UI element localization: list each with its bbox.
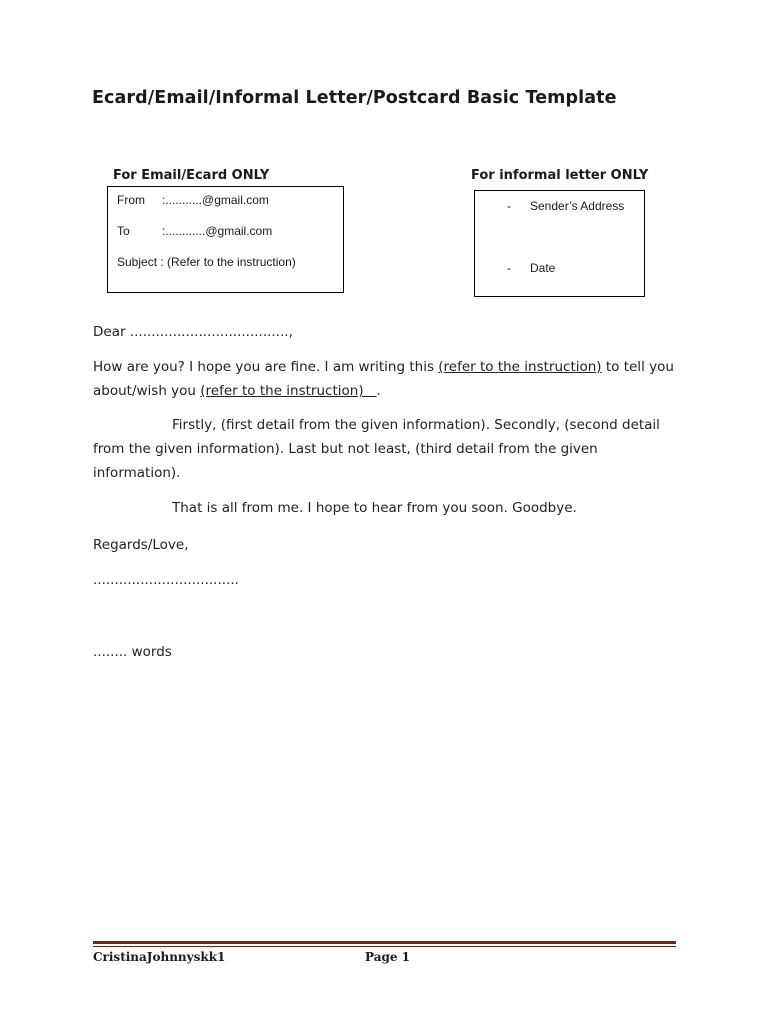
instruction-placeholder: (refer to the instruction) xyxy=(438,359,602,375)
subject-line: Subject : (Refer to the instruction) xyxy=(117,255,296,269)
bullet-dash: - xyxy=(507,261,511,275)
closing-paragraph: That is all from me. I hope to hear from you soon. Goodbye. xyxy=(172,500,577,516)
document-title: Ecard/Email/Informal Letter/Postcard Basic Template xyxy=(92,88,617,108)
from-label: From xyxy=(117,193,145,207)
footer-rule xyxy=(93,941,676,944)
letter-section-label: For informal letter ONLY xyxy=(471,168,649,183)
footer-author: CristinaJohnnyskk1 xyxy=(93,950,226,964)
email-header-box xyxy=(107,186,344,293)
footer-rule-thin xyxy=(93,946,676,947)
opening-paragraph xyxy=(93,355,683,403)
word-count: ........ words xyxy=(93,644,172,660)
date-label: Date xyxy=(530,261,556,275)
page-number: Page 1 xyxy=(365,950,411,964)
opening-text: How are you? I hope you are fine. I am writing this xyxy=(93,359,439,375)
instruction-placeholder: (refer to the instruction) xyxy=(200,383,377,399)
bullet-dash: - xyxy=(507,199,511,213)
opening-end: . xyxy=(376,383,381,399)
details-paragraph: Firstly, (first detail from the given information). Secondly, (second detail from the given information). Last but not least, (third detail from the given information). xyxy=(93,417,660,481)
signature-line: .................................. xyxy=(93,572,239,588)
opening-text: to tell you about/wish you xyxy=(93,359,674,399)
letter-header-box xyxy=(474,190,645,297)
email-section-label: For Email/Ecard ONLY xyxy=(113,168,270,183)
sender-address-label: Sender’s Address xyxy=(530,199,625,213)
sign-off: Regards/Love, xyxy=(93,537,189,553)
from-value: :...........@gmail.com xyxy=(162,193,269,207)
to-label: To xyxy=(117,224,130,238)
salutation: Dear ....................................., xyxy=(93,324,293,340)
to-value: :............@gmail.com xyxy=(162,224,273,238)
